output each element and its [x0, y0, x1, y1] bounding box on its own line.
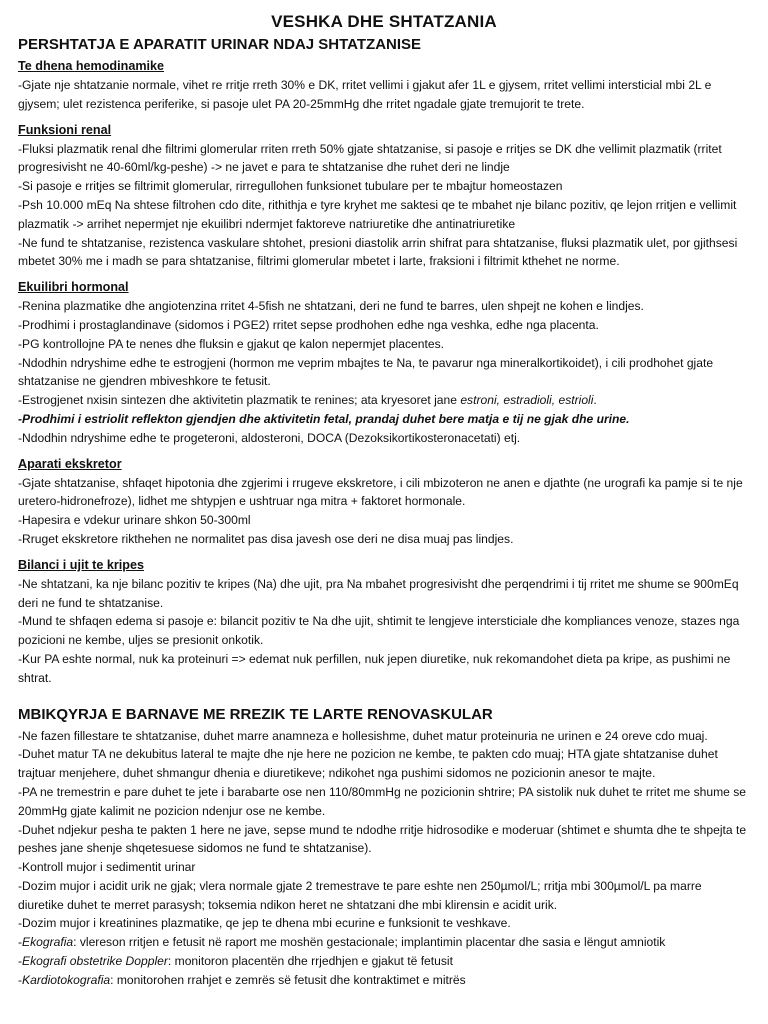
paragraph: -Gjate nje shtatzanie normale, vihet re rritje rreth 30% e DK, rritet vellimi i gjakut afer 1L e gjysem, rritet vellimi intersticial mbi 2L e gjysem; ulet rezistenca periferike, si pasoje ulet PA 20-25mmHg dhe rritet ngadale gjate tremujorit te trete.: [18, 78, 712, 111]
paragraph: [18, 952, 750, 971]
paragraph: -Ndodhin ndryshime edhe te estrogjeni (hormon me veprim mbajtes te Na, te pavarur nga mineralkortikoidet), i cili prodhohet gjate shtatzanise ne gjendren mbiveshkore te fetusit.: [18, 355, 714, 389]
section-ekuilibri-hormonal: [18, 278, 750, 447]
paragraph: -Duhet ndjekur pesha te pakten 1 here ne jave, sepse mund te ndodhe rritje hidrosodike e moderuar (shtimet e shumta dhe te shpejta te peshes jane shenje shqetesuese sidomos ne fund te shtatzanise).: [18, 822, 747, 856]
section-aparati-ekskretor: [18, 455, 750, 549]
paragraph-tail: : vlereson rritjen e fetusit në raport me moshën gestacionale; implantimin placentar dhe sasia e lëngut amniotik: [73, 935, 666, 950]
paragraph: -Rruget ekskretore rikthehen ne normalitet pas disa javesh ose deri ne disa muaj pas lindjes.: [18, 531, 514, 546]
paragraph-prefix: -: [18, 972, 23, 987]
paragraph-emphasis: -Prodhimi i estriolit reflekton gjendjen dhe aktivitetin fetal, prandaj duhet bere matja e tij ne gjak dhe urine.: [18, 411, 630, 426]
paragraph: [18, 391, 750, 410]
part1-title: PERSHTATJA E APARATIT URINAR NDAJ SHTATZANISE: [18, 36, 422, 53]
paragraph: -Ne fund te shtatzanise, rezistenca vaskulare shtohet, presioni diastolik arrin shifrat para shtatzanise, fluksi plazmatik ulet, por gjithsesi mbetet 30% me i madh se para shtatzanise, filtrimi glomerular mbetet i larte, fraksioni i filtrimit kthehet ne norme.: [18, 235, 738, 269]
paragraph: -PG kontrollojne PA te nenes dhe fluksin e gjakut qe kalon nepermjet placentes.: [18, 336, 445, 351]
paragraph-italic: Kardiotokografia: [22, 972, 111, 987]
section-heading: Ekuilibri hormonal: [18, 280, 129, 295]
paragraph: -Hapesira e vdekur urinare shkon 50-300ml: [18, 513, 251, 528]
paragraph-italic: Ekografi obstetrike Doppler: [22, 954, 168, 969]
paragraph-prefix: -: [18, 935, 23, 950]
paragraph: -Ne fazen fillestare te shtatzanise, duhet marre anamneza e hollesishme, duhet matur proteinuria ne urinen e 24 oreve cdo muaj.: [18, 728, 708, 743]
paragraph-italic: Ekografia: [22, 935, 74, 950]
section-hemodinamike: [18, 57, 750, 114]
paragraph-prefix: -: [18, 954, 23, 969]
paragraph: [18, 933, 750, 952]
section-heading: Funksioni renal: [18, 122, 112, 137]
paragraph: -Ndodhin ndryshime edhe te progeteroni, aldosteroni, DOCA (Dezoksikortikosteronacetati) etj.: [18, 430, 521, 445]
paragraph: -Fluksi plazmatik renal dhe filtrimi glomerular rriten rreth 50% gjate shtatzanise, si pasoje e rritjes se DK dhe vellimit plazmatik (rritet progresivisht ne 40-60ml/kg-peshe) -> ne javet e para te shtatzanise dhe ruhet deri ne lindje: [18, 141, 722, 175]
paragraph: -Prodhimi i prostaglandinave (sidomos i PGE2) rritet sepse prodhohen edhe nga veshka, edhe nga placenta.: [18, 317, 599, 332]
paragraph: [18, 971, 750, 990]
section-heading: Te dhena hemodinamike: [18, 59, 165, 73]
section-heading: Bilanci i ujit te kripes: [18, 557, 144, 572]
paragraph: -Kontroll mujor i sedimentit urinar: [18, 860, 196, 875]
paragraph: -Renina plazmatike dhe angiotenzina rritet 4-5fish ne shtatzani, deri ne fund te barres, ulen shpejt ne kohen e lindjes.: [18, 299, 644, 314]
paragraph: -Dozim mujor i acidit urik ne gjak; vlera normale gjate 2 tremestrave te pare eshte nen 250µmol/L; rritja mbi 300µmol/L pa marre diuretike duhet te merret parasysh; toksemia ndikon heret ne shtatzani dhe mbi klirensin e acidit urik.: [18, 878, 702, 912]
section-funksioni-renal: [18, 121, 750, 272]
paragraph: -Kur PA eshte normal, nuk ka proteinuri => edemat nuk perfillen, nuk jepen diuretike, nuk rekomandohet dieta pa kripe, as pushimi ne shtrat.: [18, 651, 731, 685]
document-title: VESHKA DHE SHTATZANIA: [271, 12, 497, 31]
paragraph: -Mund te shfaqen edema si pasoje e: bilancit pozitiv te Na dhe ujit, shtimit te lengjeve intersticiale dhe kompliances venoze, stazes nga pozicioni ne kembe, uljes se presionit onkotik.: [18, 614, 740, 648]
paragraph: -Ne shtatzani, ka nje bilanc pozitiv te kripes (Na) dhe ujit, pra Na mbahet progresivisht dhe perqendrimi i tij rritet me shume se 900mEq deri ne fund te shtatzanise.: [18, 576, 739, 610]
paragraph-tail: : monitorohen rrahjet e zemrës së fetusit dhe kontraktimet e mitrës: [110, 972, 466, 987]
paragraph: -PA ne tremestrin e pare duhet te jete i barabarte ose nen 110/80mmHg ne pozicionin shtrire; PA sistolik nuk duhet te rritet me shume se 20mmHg gjate kalimit ne pozicion ndenjur ose ne kembe.: [18, 784, 747, 818]
paragraph-tail: .: [593, 393, 597, 408]
paragraph: -Gjate shtatzanise, shfaqet hipotonia dhe zgjerimi i rrugeve ekskretore, i cili mbizoteron ne anen e djathte (ne urografi ka pamje si te nje uretero-hidronefroze), lidhet me shtypjen e ushtruar nga mitra + faktoret hormonale.: [18, 475, 743, 509]
paragraph: -Psh 10.000 mEq Na shtese filtrohen cdo dite, rithithja e tyre kryhet me saktesi qe te mbahet nje bilanc pozitiv, qe lejon rritjen e vellimit plazmatik -> arrihet nepermjet nje ekuilibri ndermjet faktoreve natriuretike dhe antinatriuretike: [18, 197, 737, 231]
paragraph-italic: estroni, estradioli, estrioli: [460, 393, 594, 408]
section-heading: Aparati ekskretor: [18, 456, 122, 471]
paragraph-tail: : monitoron placentën dhe rrjedhjen e gjakut të fetusit: [167, 954, 453, 969]
paragraph: -Duhet matur TA ne dekubitus lateral te majte dhe nje here ne pozicion ne kembe, te pakten cdo muaj; HTA gjate shtatzanise duhet trajtuar menjehere, duhet shmangur dhenia e diuretikeve; ndikohet nga pushimi sidomos ne pozicionin anesor te majte.: [18, 747, 718, 781]
section-bilanci-ujit: [18, 556, 750, 688]
section-mbikqyrja: [18, 727, 750, 990]
paragraph: -Si pasoje e rritjes se filtrimit glomerular, rirregullohen funksionet tubulare per te mbajtur homeostazen: [18, 179, 563, 194]
paragraph: -Dozim mujor i kreatinines plazmatike, qe jep te dhena mbi ecurine e funksionit te veshkave.: [18, 916, 511, 931]
part2-title: MBIKQYRJA E BARNAVE ME RREZIK TE LARTE RENOVASKULAR: [18, 705, 493, 723]
paragraph-text: -Estrogjenet nxisin sintezen dhe aktivitetin plazmatik te renines; ata kryesoret jane: [18, 393, 461, 408]
